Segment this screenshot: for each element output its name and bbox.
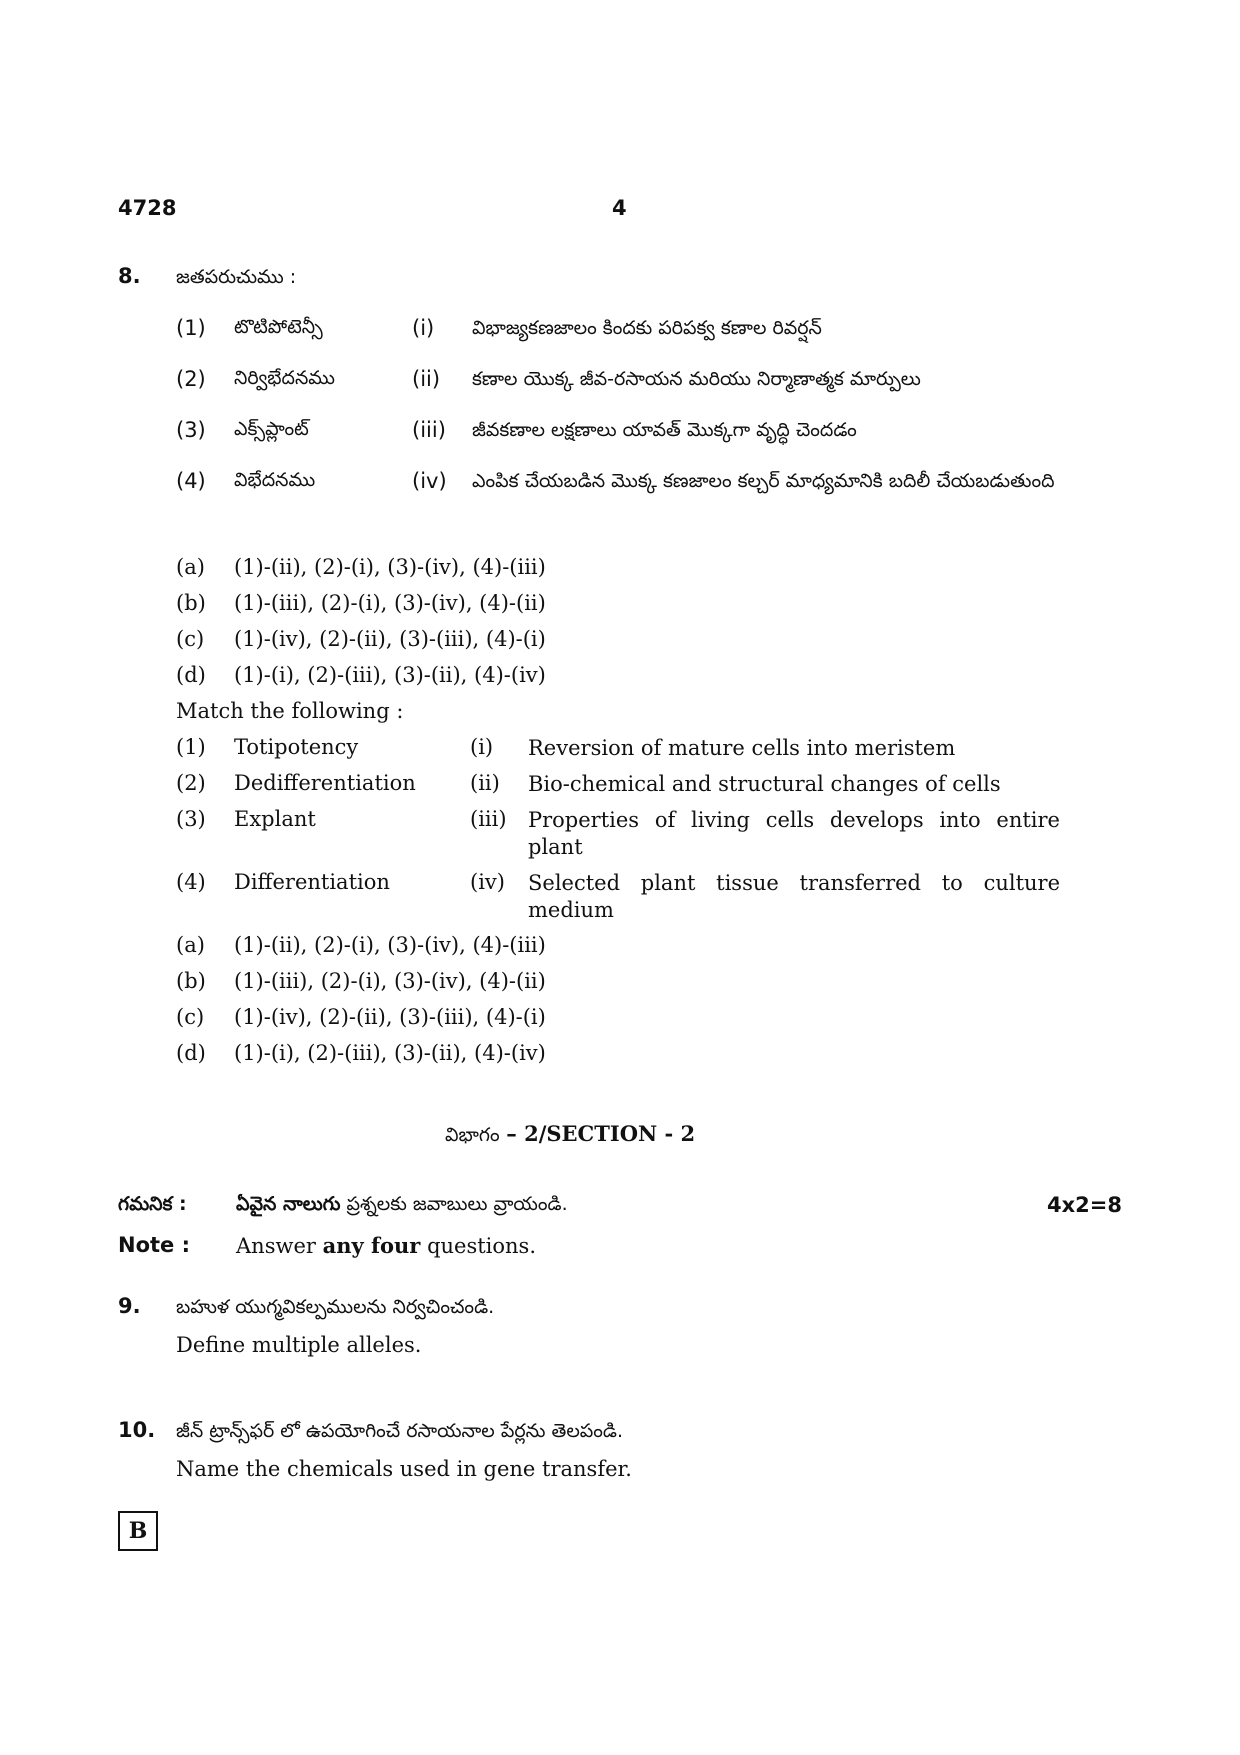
- note-text-te: [236, 1193, 568, 1220]
- option-value: (1)-(iv), (2)-(ii), (3)-(iii), (4)-(i): [234, 627, 546, 651]
- te-row-num: (2): [176, 367, 206, 391]
- en-row-term: Explant: [234, 807, 316, 831]
- option-value: (1)-(iii), (2)-(i), (3)-(iv), (4)-(ii): [234, 591, 546, 615]
- te-row-roman: (i): [412, 316, 435, 340]
- section-heading-en: – 2/SECTION - 2: [506, 1121, 696, 1146]
- question-10-en: Name the chemicals used in gene transfer.: [176, 1457, 632, 1481]
- te-row-roman: (ii): [412, 367, 441, 391]
- en-row-num: (1): [176, 735, 206, 759]
- en-match-prompt: Match the following :: [176, 699, 404, 723]
- option-label: (b): [176, 969, 206, 993]
- en-match-row: [176, 807, 1076, 863]
- question-10-number: 10.: [118, 1418, 156, 1442]
- te-row-desc: జీవకణాల లక్షణాలు యావత్ మొక్కగా వృద్ధి చెందడం: [472, 419, 857, 441]
- te-row-desc: కణాల యొక్క జీవ-రసాయన మరియు నిర్మాణాత్మక మార్పులు: [472, 368, 921, 390]
- te-row-term: నిర్విభేదనము: [234, 367, 335, 389]
- en-row-num: (3): [176, 807, 206, 831]
- question-10-te: జీన్ ట్రాన్స్‌ఫర్ లో ఉపయోగించే రసాయనాల పేర్లను తెలపండి.: [176, 1420, 624, 1442]
- question-9-number: 9.: [118, 1294, 141, 1318]
- note-bold-en: any four: [322, 1233, 421, 1258]
- note-label-en: Note :: [118, 1233, 190, 1257]
- en-row-roman: (iv): [470, 870, 505, 894]
- te-row-desc: ఎంపిక చేయబడిన మొక్క కణజాలం కల్చర్ మాధ్యమానికి బదిలీ చేయబడుతుంది: [472, 470, 1055, 492]
- question-8-te-prompt: జతపరుచుము :: [176, 266, 297, 288]
- booklet-code-box: B: [118, 1511, 158, 1551]
- te-row-term: ఎక్స్‌ప్లాంట్: [234, 418, 309, 440]
- te-row-num: (1): [176, 316, 206, 340]
- option-value: (1)-(ii), (2)-(i), (3)-(iv), (4)-(iii): [234, 555, 546, 579]
- option-label: (c): [176, 1005, 205, 1029]
- note-label-te: గమనిక :: [118, 1193, 187, 1215]
- en-row-term: Dedifferentiation: [234, 771, 416, 795]
- te-row-roman: (iv): [412, 469, 447, 493]
- option-label: (a): [176, 555, 205, 579]
- te-match-row: [176, 316, 1076, 346]
- option-label: (b): [176, 591, 206, 615]
- en-match-row: [176, 735, 1076, 765]
- en-row-term: Differentiation: [234, 870, 390, 894]
- en-match-row: [176, 870, 1076, 926]
- te-row-num: (4): [176, 469, 206, 493]
- en-row-desc: Reversion of mature cells into meristem: [528, 736, 956, 760]
- section-marks: 4x2=8: [1047, 1193, 1122, 1217]
- te-row-term: విభేదనము: [234, 469, 316, 491]
- note-pre-en: Answer: [236, 1234, 316, 1258]
- option-value: (1)-(ii), (2)-(i), (3)-(iv), (4)-(iii): [234, 933, 546, 957]
- en-row-desc: Bio-chemical and structural changes of cells: [528, 772, 1001, 796]
- question-9-te: బహుళ యుగ్మవికల్పములను నిర్వచించండి.: [176, 1296, 495, 1318]
- te-match-row: [176, 469, 1076, 499]
- option-label: (d): [176, 1041, 206, 1065]
- option-value: (1)-(iii), (2)-(i), (3)-(iv), (4)-(ii): [234, 969, 546, 993]
- te-row-roman: (iii): [412, 418, 446, 442]
- en-row-desc: Selected plant tissue transferred to culture medium: [528, 871, 1060, 922]
- en-row-desc: Properties of living cells develops into entire plant: [528, 808, 1060, 859]
- section-heading: [445, 1121, 695, 1151]
- question-8-number: 8.: [118, 264, 141, 288]
- option-value: (1)-(iv), (2)-(ii), (3)-(iii), (4)-(i): [234, 1005, 546, 1029]
- note-post-en: questions.: [427, 1234, 537, 1258]
- option-value: (1)-(i), (2)-(iii), (3)-(ii), (4)-(iv): [234, 1041, 546, 1065]
- option-label: (a): [176, 933, 205, 957]
- note-rest-te: ప్రశ్నలకు జవాబులు వ్రాయండి.: [346, 1193, 568, 1215]
- option-label: (c): [176, 627, 205, 651]
- en-row-roman: (i): [470, 735, 494, 759]
- te-row-term: టొటిపోటెన్సీ: [234, 316, 323, 338]
- en-row-num: (2): [176, 771, 206, 795]
- question-9-en: Define multiple alleles.: [176, 1333, 422, 1357]
- en-row-roman: (ii): [470, 771, 500, 795]
- te-row-num: (3): [176, 418, 206, 442]
- note-bold-te: ఏవైన నాలుగు: [236, 1193, 341, 1215]
- paper-code: 4728: [118, 196, 177, 220]
- te-row-desc: విభాజ్యకణజాలం కిందకు పరిపక్వ కణాల రివర్షన్: [472, 317, 822, 339]
- en-row-roman: (iii): [470, 807, 507, 831]
- note-text-en: [236, 1233, 536, 1258]
- en-row-num: (4): [176, 870, 206, 894]
- section-heading-te: విభాగం: [445, 1124, 500, 1146]
- te-match-row: [176, 367, 1076, 397]
- option-value: (1)-(i), (2)-(iii), (3)-(ii), (4)-(iv): [234, 663, 546, 687]
- en-match-row: [176, 771, 1076, 801]
- option-label: (d): [176, 663, 206, 687]
- page-number: 4: [612, 196, 627, 220]
- en-row-term: Totipotency: [234, 735, 359, 759]
- te-match-row: [176, 418, 1076, 448]
